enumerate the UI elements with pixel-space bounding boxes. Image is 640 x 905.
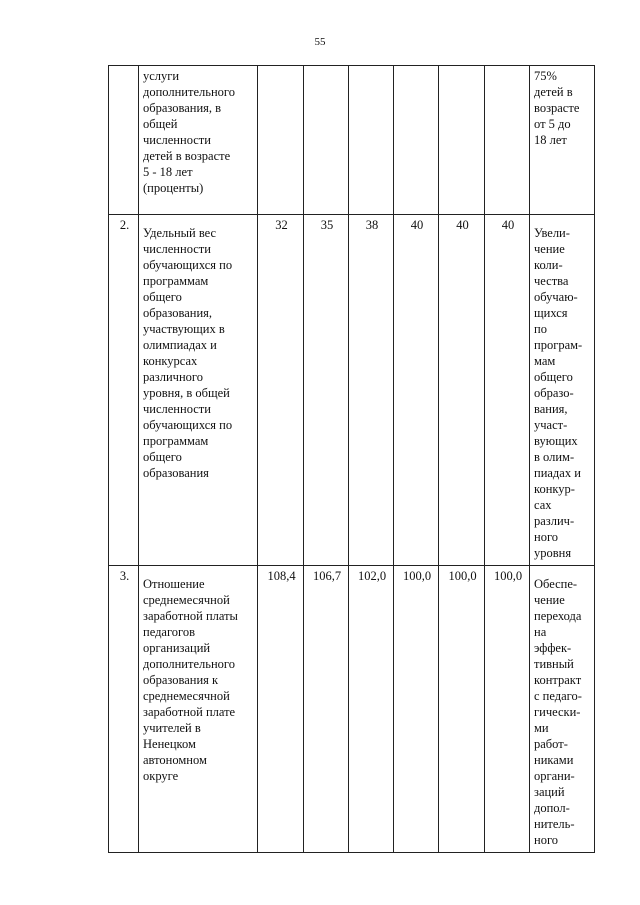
indicator-value: 106,7: [304, 566, 349, 853]
result-line: ного: [534, 833, 559, 847]
result-line: пиадах и: [534, 466, 581, 480]
description-line: общего: [143, 450, 182, 464]
indicator-value: [349, 66, 394, 215]
result-line: допол-: [534, 801, 570, 815]
result-line: уровня: [534, 546, 572, 560]
result-line: работ-: [534, 737, 568, 751]
result-line: ми: [534, 721, 549, 735]
indicator-value: 108,4: [258, 566, 304, 853]
description-line: дополнительного: [143, 657, 235, 671]
result-line: в олим-: [534, 450, 575, 464]
result-line: контракт: [534, 673, 582, 687]
result-line: сах: [534, 498, 552, 512]
description-line: обучающихся по: [143, 418, 233, 432]
description-line: образования,: [143, 306, 213, 320]
result-line: чества: [534, 274, 569, 288]
result-line: нитель-: [534, 817, 575, 831]
result-line: органи-: [534, 769, 575, 783]
result-line: Обеспе-: [534, 577, 578, 591]
indicator-description: [139, 215, 258, 566]
table-row: [109, 566, 595, 853]
description-line: среднемесячной: [143, 689, 230, 703]
indicator-value: [394, 66, 439, 215]
result-line: перехода: [534, 609, 582, 623]
page-number: 55: [314, 36, 326, 48]
result-line: коли-: [534, 258, 563, 272]
description-line: участвующих в: [143, 322, 225, 336]
indicator-value: 100,0: [439, 566, 485, 853]
indicator-value: [304, 66, 349, 215]
expected-result: [530, 566, 595, 853]
row-number: [109, 66, 139, 215]
indicator-value: [485, 66, 530, 215]
description-line: услуги: [143, 69, 180, 83]
description-line: общего: [143, 290, 182, 304]
description-line: численности: [143, 242, 211, 256]
indicator-value: [258, 66, 304, 215]
table-row: [109, 215, 595, 566]
result-line: детей в: [534, 85, 573, 99]
result-line: гически-: [534, 705, 581, 719]
description-line: различного: [143, 370, 203, 384]
description-line: Удельный вес: [143, 226, 217, 240]
result-line: 18 лет: [534, 133, 567, 147]
indicator-description: [139, 566, 258, 853]
row-number: 2.: [109, 215, 139, 566]
result-line: эффек-: [534, 641, 572, 655]
expected-result: [530, 66, 595, 215]
result-line: общего: [534, 370, 573, 384]
description-line: (проценты): [143, 181, 204, 195]
description-line: общей: [143, 117, 178, 131]
description-line: численности: [143, 402, 211, 416]
row-number: 3.: [109, 566, 139, 853]
table-row: [109, 66, 595, 215]
result-line: с педаго-: [534, 689, 582, 703]
result-line: никами: [534, 753, 574, 767]
indicator-description: [139, 66, 258, 215]
description-line: Отношение: [143, 577, 205, 591]
indicator-value: 100,0: [394, 566, 439, 853]
description-line: заработной плате: [143, 705, 236, 719]
result-line: различ-: [534, 514, 575, 528]
result-line: по: [534, 322, 547, 336]
description-line: образования, в: [143, 101, 222, 115]
description-line: детей в возрасте: [143, 149, 231, 163]
description-line: педагогов: [143, 625, 196, 639]
indicator-value: 35: [304, 215, 349, 566]
result-line: ного: [534, 530, 559, 544]
result-line: програм-: [534, 338, 583, 352]
description-line: обучающихся по: [143, 258, 233, 272]
result-line: вания,: [534, 402, 568, 416]
result-line: чение: [534, 242, 565, 256]
indicator-value: [439, 66, 485, 215]
indicator-value: 40: [485, 215, 530, 566]
indicators-table: [108, 65, 595, 853]
result-line: от 5 до: [534, 117, 571, 131]
result-line: заций: [534, 785, 565, 799]
result-line: возрасте: [534, 101, 580, 115]
result-line: щихся: [534, 306, 568, 320]
description-line: Ненецком: [143, 737, 196, 751]
result-line: Увели-: [534, 226, 570, 240]
result-line: тивный: [534, 657, 574, 671]
result-line: 75%: [534, 69, 557, 83]
result-line: конкур-: [534, 482, 575, 496]
description-line: образования: [143, 466, 209, 480]
description-line: образования к: [143, 673, 219, 687]
description-line: дополнительного: [143, 85, 235, 99]
indicator-value: 38: [349, 215, 394, 566]
description-line: численности: [143, 133, 211, 147]
result-line: вующих: [534, 434, 578, 448]
description-line: заработной платы: [143, 609, 238, 623]
result-line: участ-: [534, 418, 568, 432]
description-line: олимпиадах и: [143, 338, 217, 352]
indicator-value: 40: [439, 215, 485, 566]
description-line: уровня, в общей: [143, 386, 230, 400]
result-line: чение: [534, 593, 565, 607]
description-line: учителей в: [143, 721, 201, 735]
result-line: образо-: [534, 386, 574, 400]
indicator-value: 40: [394, 215, 439, 566]
indicator-value: 32: [258, 215, 304, 566]
indicator-value: 102,0: [349, 566, 394, 853]
description-line: 5 - 18 лет: [143, 165, 193, 179]
result-line: обучаю-: [534, 290, 578, 304]
description-line: округе: [143, 769, 179, 783]
result-line: на: [534, 625, 547, 639]
description-line: программам: [143, 274, 209, 288]
description-line: автономном: [143, 753, 207, 767]
description-line: организаций: [143, 641, 211, 655]
description-line: среднемесячной: [143, 593, 230, 607]
result-line: мам: [534, 354, 556, 368]
expected-result: [530, 215, 595, 566]
description-line: конкурсах: [143, 354, 198, 368]
description-line: программам: [143, 434, 209, 448]
indicator-value: 100,0: [485, 566, 530, 853]
